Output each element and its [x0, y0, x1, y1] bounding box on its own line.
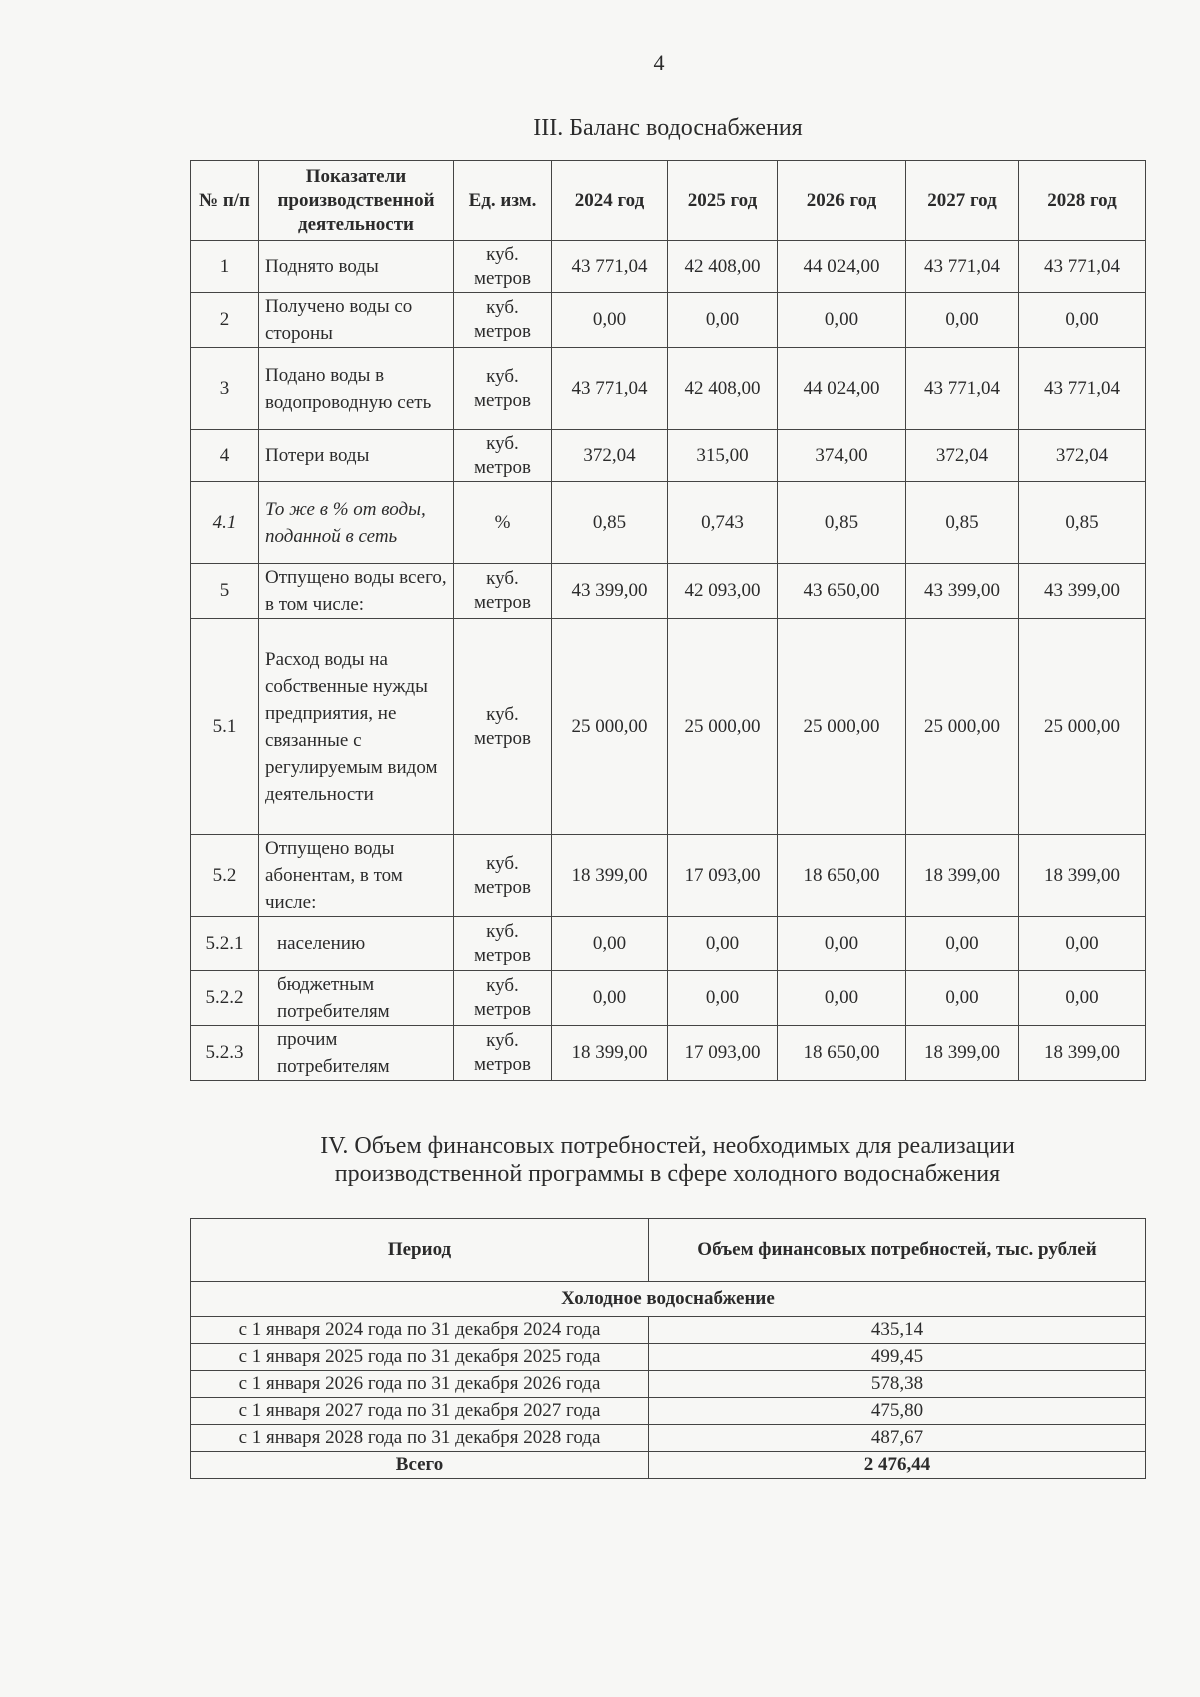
- cell-value: 25 000,00: [778, 619, 906, 835]
- row-number: 5.2.1: [191, 917, 259, 971]
- cell-value: 0,85: [778, 482, 906, 564]
- header-year: 2026 год: [778, 161, 906, 241]
- row-number: 1: [191, 241, 259, 293]
- total-value: 2 476,44: [649, 1452, 1146, 1479]
- row-unit: куб. метров: [454, 293, 552, 348]
- cell-value: 0,00: [552, 971, 668, 1026]
- table-row: [191, 564, 1146, 619]
- cell-value: 0,00: [778, 293, 906, 348]
- header-amount: Объем финансовых потребностей, тыс. рублей: [649, 1219, 1146, 1282]
- header-year: 2028 год: [1019, 161, 1146, 241]
- row-number: 5.2.3: [191, 1026, 259, 1081]
- table-row: [191, 241, 1146, 293]
- row-number: 4: [191, 430, 259, 482]
- table-row: [191, 1398, 1146, 1425]
- cell-value: 25 000,00: [1019, 619, 1146, 835]
- cell-value: 0,00: [552, 917, 668, 971]
- table-row: [191, 917, 1146, 971]
- row-indicator: Отпущено воды абонентам, в том числе:: [259, 835, 454, 917]
- cell-value: 0,00: [778, 971, 906, 1026]
- row-number: 5.2: [191, 835, 259, 917]
- period-cell: с 1 января 2027 года по 31 декабря 2027 года: [191, 1398, 649, 1425]
- cell-value: 43 399,00: [1019, 564, 1146, 619]
- period-cell: с 1 января 2028 года по 31 декабря 2028 года: [191, 1425, 649, 1452]
- row-indicator: Получено воды со стороны: [259, 293, 454, 348]
- cell-value: 372,04: [906, 430, 1019, 482]
- row-unit: %: [454, 482, 552, 564]
- cell-value: 44 024,00: [778, 348, 906, 430]
- cell-value: 18 399,00: [1019, 1026, 1146, 1081]
- cell-value: 0,85: [552, 482, 668, 564]
- table-row: [191, 619, 1146, 835]
- cell-value: 0,00: [906, 293, 1019, 348]
- period-cell: с 1 января 2025 года по 31 декабря 2025 года: [191, 1344, 649, 1371]
- row-number: 5.2.2: [191, 971, 259, 1026]
- row-unit: куб. метров: [454, 564, 552, 619]
- row-indicator: То же в % от воды, поданной в сеть: [259, 482, 454, 564]
- row-number: 5.1: [191, 619, 259, 835]
- cell-value: 18 399,00: [906, 1026, 1019, 1081]
- row-indicator: Поднято воды: [259, 241, 454, 293]
- row-indicator: Отпущено воды всего, в том числе:: [259, 564, 454, 619]
- cell-value: 18 399,00: [906, 835, 1019, 917]
- table-row: [191, 1371, 1146, 1398]
- amount-cell: 487,67: [649, 1425, 1146, 1452]
- header-period: Период: [191, 1219, 649, 1282]
- cell-value: 374,00: [778, 430, 906, 482]
- row-unit: куб. метров: [454, 430, 552, 482]
- section-4-title-line2: производственной программы в сфере холодного водоснабжения: [334, 1161, 1001, 1187]
- period-cell: с 1 января 2026 года по 31 декабря 2026 года: [191, 1371, 649, 1398]
- cell-value: 43 399,00: [552, 564, 668, 619]
- section-3-title: III. Баланс водоснабжения: [533, 115, 803, 141]
- cell-value: 0,00: [668, 971, 778, 1026]
- cell-value: 18 650,00: [778, 835, 906, 917]
- cell-value: 42 093,00: [668, 564, 778, 619]
- row-indicator: бюджетным потребителям: [259, 971, 454, 1026]
- cell-value: 0,00: [906, 917, 1019, 971]
- header-year: 2027 год: [906, 161, 1019, 241]
- page-number: 4: [653, 50, 665, 75]
- financial-needs-table: [190, 1218, 1146, 1479]
- row-number: 4.1: [191, 482, 259, 564]
- total-row: [191, 1452, 1146, 1479]
- water-balance-table: [190, 160, 1146, 1081]
- row-unit: куб. метров: [454, 971, 552, 1026]
- amount-cell: 578,38: [649, 1371, 1146, 1398]
- row-number: 2: [191, 293, 259, 348]
- cell-value: 25 000,00: [552, 619, 668, 835]
- row-indicator: населению: [259, 917, 454, 971]
- row-unit: куб. метров: [454, 619, 552, 835]
- header-year: 2025 год: [668, 161, 778, 241]
- cell-value: 25 000,00: [668, 619, 778, 835]
- row-indicator: прочим потребителям: [259, 1026, 454, 1081]
- cell-value: 0,00: [778, 917, 906, 971]
- cell-value: 0,00: [1019, 971, 1146, 1026]
- cell-value: 43 771,04: [1019, 241, 1146, 293]
- table-row: [191, 348, 1146, 430]
- row-unit: куб. метров: [454, 241, 552, 293]
- row-unit: куб. метров: [454, 835, 552, 917]
- row-number: 3: [191, 348, 259, 430]
- table-header-row: [191, 1219, 1146, 1282]
- row-indicator: Подано воды в водопроводную сеть: [259, 348, 454, 430]
- cell-value: 44 024,00: [778, 241, 906, 293]
- cell-value: 0,00: [1019, 917, 1146, 971]
- row-number: 5: [191, 564, 259, 619]
- row-unit: куб. метров: [454, 917, 552, 971]
- group-label: Холодное водоснабжение: [191, 1282, 1146, 1317]
- table-header-row: [191, 161, 1146, 241]
- row-unit: куб. метров: [454, 1026, 552, 1081]
- cell-value: 43 399,00: [906, 564, 1019, 619]
- cell-value: 17 093,00: [668, 1026, 778, 1081]
- amount-cell: 435,14: [649, 1317, 1146, 1344]
- cell-value: 18 399,00: [1019, 835, 1146, 917]
- table-row: [191, 482, 1146, 564]
- header-unit: Ед. изм.: [454, 161, 552, 241]
- cell-value: 43 771,04: [906, 241, 1019, 293]
- cell-value: 43 771,04: [552, 241, 668, 293]
- table-row: [191, 293, 1146, 348]
- cell-value: 42 408,00: [668, 348, 778, 430]
- table-row: [191, 971, 1146, 1026]
- table-row: [191, 1026, 1146, 1081]
- cell-value: 18 650,00: [778, 1026, 906, 1081]
- cell-value: 42 408,00: [668, 241, 778, 293]
- cell-value: 25 000,00: [906, 619, 1019, 835]
- cell-value: 372,04: [552, 430, 668, 482]
- amount-cell: 475,80: [649, 1398, 1146, 1425]
- cell-value: 372,04: [1019, 430, 1146, 482]
- row-unit: куб. метров: [454, 348, 552, 430]
- cell-value: 0,00: [906, 971, 1019, 1026]
- cell-value: 43 650,00: [778, 564, 906, 619]
- cell-value: 0,85: [906, 482, 1019, 564]
- cell-value: 0,00: [668, 917, 778, 971]
- cell-value: 43 771,04: [906, 348, 1019, 430]
- header-year: 2024 год: [552, 161, 668, 241]
- section-4-title-line1: IV. Объем финансовых потребностей, необходимых для реализации: [320, 1133, 1015, 1159]
- cell-value: 18 399,00: [552, 1026, 668, 1081]
- cell-value: 0,00: [668, 293, 778, 348]
- cell-value: 0,00: [1019, 293, 1146, 348]
- cell-value: 17 093,00: [668, 835, 778, 917]
- cell-value: 43 771,04: [552, 348, 668, 430]
- header-indicator: Показатели производственной деятельности: [259, 161, 454, 241]
- table-row: [191, 1344, 1146, 1371]
- section-4-title: [190, 1132, 1145, 1188]
- cell-value: 315,00: [668, 430, 778, 482]
- amount-cell: 499,45: [649, 1344, 1146, 1371]
- cell-value: 43 771,04: [1019, 348, 1146, 430]
- row-indicator: Потери воды: [259, 430, 454, 482]
- group-row: [191, 1282, 1146, 1317]
- cell-value: 0,85: [1019, 482, 1146, 564]
- cell-value: 18 399,00: [552, 835, 668, 917]
- row-indicator: Расход воды на собственные нужды предприятия, не связанные с регулируемым видом деятельности: [259, 619, 454, 835]
- table-row: [191, 430, 1146, 482]
- total-label: Всего: [191, 1452, 649, 1479]
- table-row: [191, 835, 1146, 917]
- header-num: № п/п: [191, 161, 259, 241]
- cell-value: 0,00: [552, 293, 668, 348]
- table-row: [191, 1425, 1146, 1452]
- table-row: [191, 1317, 1146, 1344]
- period-cell: с 1 января 2024 года по 31 декабря 2024 года: [191, 1317, 649, 1344]
- cell-value: 0,743: [668, 482, 778, 564]
